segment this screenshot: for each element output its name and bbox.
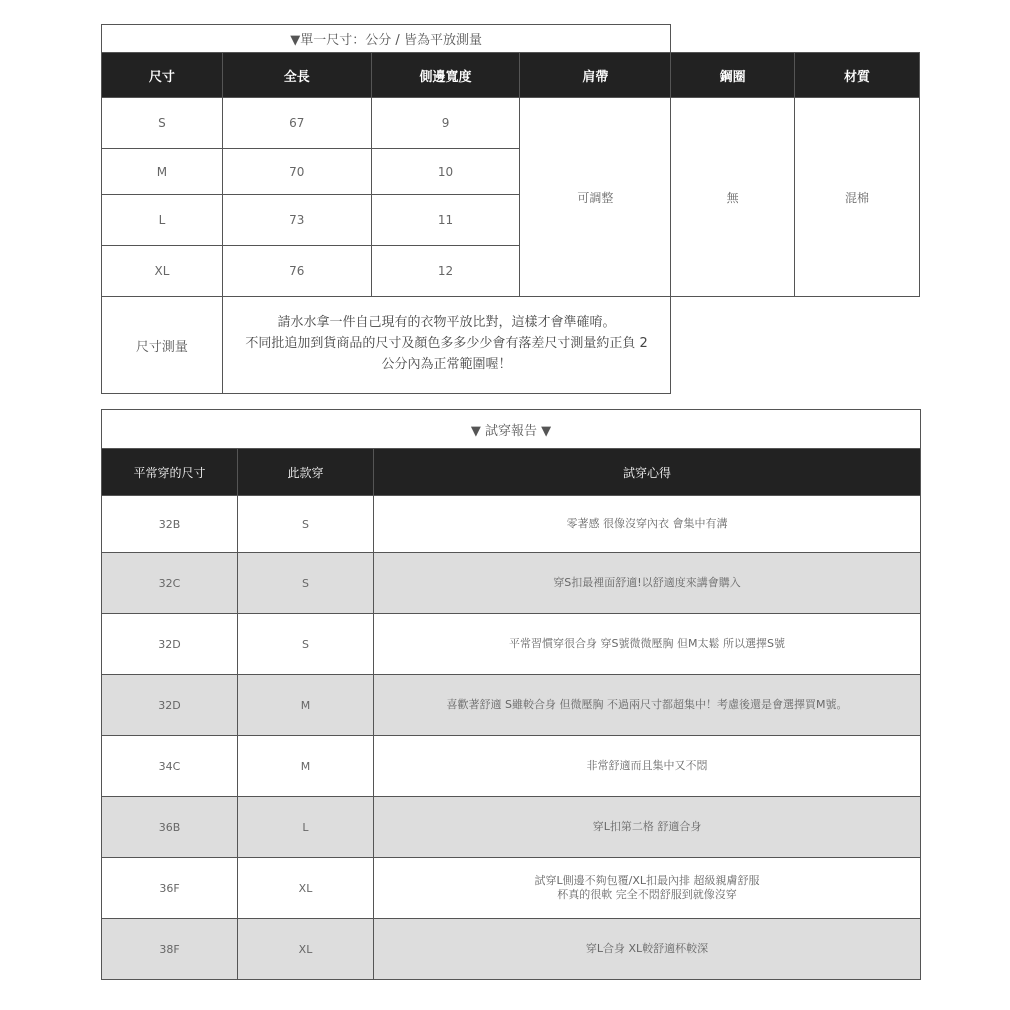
trial-report-table xyxy=(101,409,921,980)
report-row xyxy=(102,675,921,736)
report-header-row xyxy=(102,449,921,496)
header-strap: 肩帶 xyxy=(520,53,671,98)
length-cell: 67 xyxy=(222,98,371,149)
size-cell: M xyxy=(102,149,223,195)
worn-size-cell: L xyxy=(238,797,374,858)
header-length: 全長 xyxy=(222,53,371,98)
length-cell: 70 xyxy=(222,149,371,195)
size-row xyxy=(102,98,920,149)
worn-size-cell: S xyxy=(238,496,374,553)
side-width-cell: 9 xyxy=(371,98,520,149)
worn-size-cell: M xyxy=(238,736,374,797)
usual-size-cell: 34C xyxy=(102,736,238,797)
header-underwire: 鋼圈 xyxy=(671,53,795,98)
header-worn-size: 此款穿 xyxy=(238,449,374,496)
comment-cell: 平常習慣穿很合身 穿S號微微壓胸 但M太鬆 所以選擇S號 xyxy=(374,614,921,675)
header-comment: 試穿心得 xyxy=(374,449,921,496)
header-material: 材質 xyxy=(795,53,920,98)
worn-size-cell: XL xyxy=(238,919,374,980)
note-line: 不同批追加到貨商品的尺寸及顏色多多少少會有落差尺寸測量約正負 2 xyxy=(245,335,648,351)
size-cell: S xyxy=(102,98,223,149)
usual-size-cell: 32B xyxy=(102,496,238,553)
comment-cell: 喜歡著舒適 S雖較合身 但微壓胸 不過兩尺寸都超集中！考慮後還是會選擇買M號。 xyxy=(374,675,921,736)
side-width-cell: 12 xyxy=(371,246,520,297)
strap-cell: 可調整 xyxy=(520,98,671,297)
comment-cell: 穿S扣最裡面舒適!以舒適度來講會購入 xyxy=(374,553,921,614)
comment-cell: 試穿L側邊不夠包覆/XL扣最內排 超級親膚舒服 杯真的很軟 完全不悶舒服到就像沒穿 xyxy=(374,858,921,919)
measurement-note xyxy=(222,297,670,394)
report-title: ▼ 試穿報告 ▼ xyxy=(102,410,921,449)
usual-size-cell: 36B xyxy=(102,797,238,858)
comment-cell: 零著感 很像沒穿內衣 會集中有溝 xyxy=(374,496,921,553)
length-cell: 73 xyxy=(222,195,371,246)
header-usual-size: 平常穿的尺寸 xyxy=(102,449,238,496)
worn-size-cell: XL xyxy=(238,858,374,919)
report-row xyxy=(102,736,921,797)
size-table-title: ▼單一尺寸：公分 / 皆為平放測量 xyxy=(102,25,671,53)
underwire-cell: 無 xyxy=(671,98,795,297)
header-side-width: 側邊寬度 xyxy=(371,53,520,98)
comment-cell: 穿L合身 XL較舒適杯較深 xyxy=(374,919,921,980)
side-width-cell: 10 xyxy=(371,149,520,195)
note-line: 請水水拿一件自己現有的衣物平放比對，這樣才會準確唷。 xyxy=(277,314,616,330)
measurement-note-label: 尺寸測量 xyxy=(102,297,223,394)
report-row xyxy=(102,496,921,553)
usual-size-cell: 32C xyxy=(102,553,238,614)
worn-size-cell: S xyxy=(238,553,374,614)
report-row xyxy=(102,797,921,858)
measurement-note-row xyxy=(102,297,920,394)
header-size: 尺寸 xyxy=(102,53,223,98)
usual-size-cell: 32D xyxy=(102,675,238,736)
material-cell: 混棉 xyxy=(795,98,920,297)
size-table xyxy=(101,24,920,394)
report-row xyxy=(102,919,921,980)
usual-size-cell: 32D xyxy=(102,614,238,675)
usual-size-cell: 38F xyxy=(102,919,238,980)
size-table-header-row xyxy=(102,53,920,98)
note-line: 公分內為正常範圍喔！ xyxy=(381,356,512,372)
comment-cell: 穿L扣第二格 舒適合身 xyxy=(374,797,921,858)
length-cell: 76 xyxy=(222,246,371,297)
report-row xyxy=(102,553,921,614)
size-cell: L xyxy=(102,195,223,246)
worn-size-cell: M xyxy=(238,675,374,736)
size-cell: XL xyxy=(102,246,223,297)
worn-size-cell: S xyxy=(238,614,374,675)
report-row xyxy=(102,858,921,919)
comment-cell: 非常舒適而且集中又不悶 xyxy=(374,736,921,797)
side-width-cell: 11 xyxy=(371,195,520,246)
usual-size-cell: 36F xyxy=(102,858,238,919)
report-row xyxy=(102,614,921,675)
